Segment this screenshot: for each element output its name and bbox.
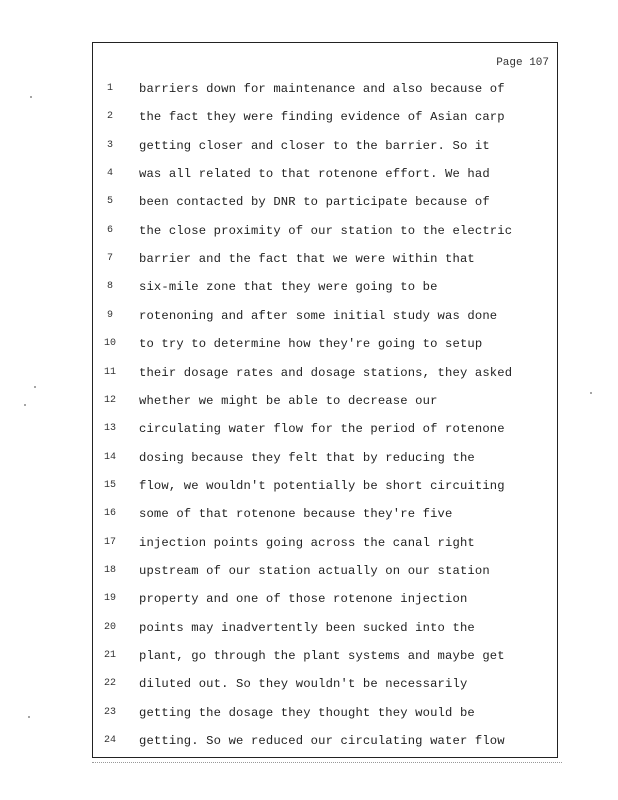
transcript-line	[93, 678, 559, 702]
transcript-page	[92, 42, 558, 758]
line-number: 9	[106, 309, 113, 321]
transcript-line	[93, 140, 559, 164]
line-number: 14	[103, 451, 116, 463]
scan-speck	[34, 386, 36, 388]
line-number: 24	[103, 735, 116, 747]
transcript-line	[93, 508, 559, 532]
line-text: their dosage rates and dosage stations, they asked	[139, 365, 513, 380]
line-text: six-mile zone that they were going to be	[139, 280, 438, 295]
line-text: barriers down for maintenance and also because of	[139, 82, 505, 96]
line-number: 2	[106, 111, 113, 123]
line-number: 17	[103, 536, 116, 548]
line-text: getting. So we reduced our circulating water flow	[139, 734, 505, 749]
line-text: some of that rotenone because they're five	[139, 507, 453, 522]
transcript-line	[93, 650, 559, 674]
line-number: 6	[106, 224, 113, 236]
line-text: the close proximity of our station to the electric	[139, 223, 513, 238]
line-text: points may inadvertently been sucked into the	[139, 620, 475, 635]
line-text: circulating water flow for the period of rotenone	[139, 422, 505, 437]
line-text: getting the dosage they thought they would be	[139, 705, 475, 720]
transcript-line	[93, 225, 559, 249]
transcript-line	[93, 111, 559, 135]
line-text: the fact they were finding evidence of Asian carp	[139, 110, 505, 125]
line-number: 16	[103, 508, 116, 520]
line-number: 3	[106, 139, 113, 151]
transcript-line	[93, 338, 559, 362]
line-number: 7	[106, 253, 113, 265]
scan-speck	[590, 392, 592, 394]
transcript-line	[93, 395, 559, 419]
scan-speck	[28, 716, 30, 718]
line-number: 15	[103, 479, 116, 491]
line-number: 5	[106, 196, 113, 208]
line-text: dosing because they felt that by reducing the	[139, 450, 475, 465]
transcript-line	[93, 253, 559, 277]
transcript-line	[93, 537, 559, 561]
transcript-line	[93, 480, 559, 504]
transcript-line	[93, 367, 559, 391]
line-text: whether we might be able to decrease our	[139, 393, 438, 408]
line-text: flow, we wouldn't potentially be short circuiting	[139, 478, 505, 493]
line-text: injection points going across the canal right	[139, 535, 475, 550]
transcript-line	[93, 565, 559, 589]
line-text: barrier and the fact that we were within that	[139, 252, 475, 267]
scan-speck	[24, 404, 26, 406]
line-number: 12	[103, 394, 116, 406]
transcript-line	[93, 707, 559, 731]
line-number: 21	[103, 650, 116, 661]
scan-speck	[30, 96, 32, 98]
line-text: was all related to that rotenone effort. We had	[139, 167, 490, 182]
line-number: 23	[103, 706, 116, 718]
line-number: 10	[103, 338, 116, 350]
line-number: 20	[103, 621, 116, 633]
transcript-line	[93, 310, 559, 334]
transcript-line	[93, 735, 559, 759]
line-text: property and one of those rotenone injection	[139, 592, 468, 607]
transcript-line	[93, 281, 559, 305]
line-text: upstream of our station actually on our station	[139, 563, 490, 578]
line-number: 22	[103, 678, 116, 690]
page-number: Page 107	[496, 57, 549, 69]
transcript-line	[93, 452, 559, 476]
transcript-line	[93, 168, 559, 192]
transcript-line	[93, 593, 559, 617]
line-number: 13	[103, 423, 116, 435]
line-text: to try to determine how they're going to setup	[139, 337, 483, 352]
line-number: 4	[106, 168, 113, 180]
bottom-rule	[92, 762, 562, 763]
line-text: getting closer and closer to the barrier. So it	[139, 138, 490, 153]
transcript-line	[93, 423, 559, 447]
line-text: plant, go through the plant systems and maybe get	[139, 649, 505, 663]
line-text: rotenoning and after some initial study was done	[139, 308, 498, 323]
line-number: 19	[103, 593, 116, 605]
transcript-line	[93, 622, 559, 646]
line-text: been contacted by DNR to participate because of	[139, 195, 490, 210]
line-number: 11	[103, 366, 116, 378]
line-text: diluted out. So they wouldn't be necessarily	[139, 677, 468, 692]
line-number: 1	[106, 83, 113, 94]
line-number: 18	[103, 564, 116, 576]
transcript-line	[93, 83, 559, 107]
line-number: 8	[106, 281, 113, 293]
transcript-line	[93, 196, 559, 220]
